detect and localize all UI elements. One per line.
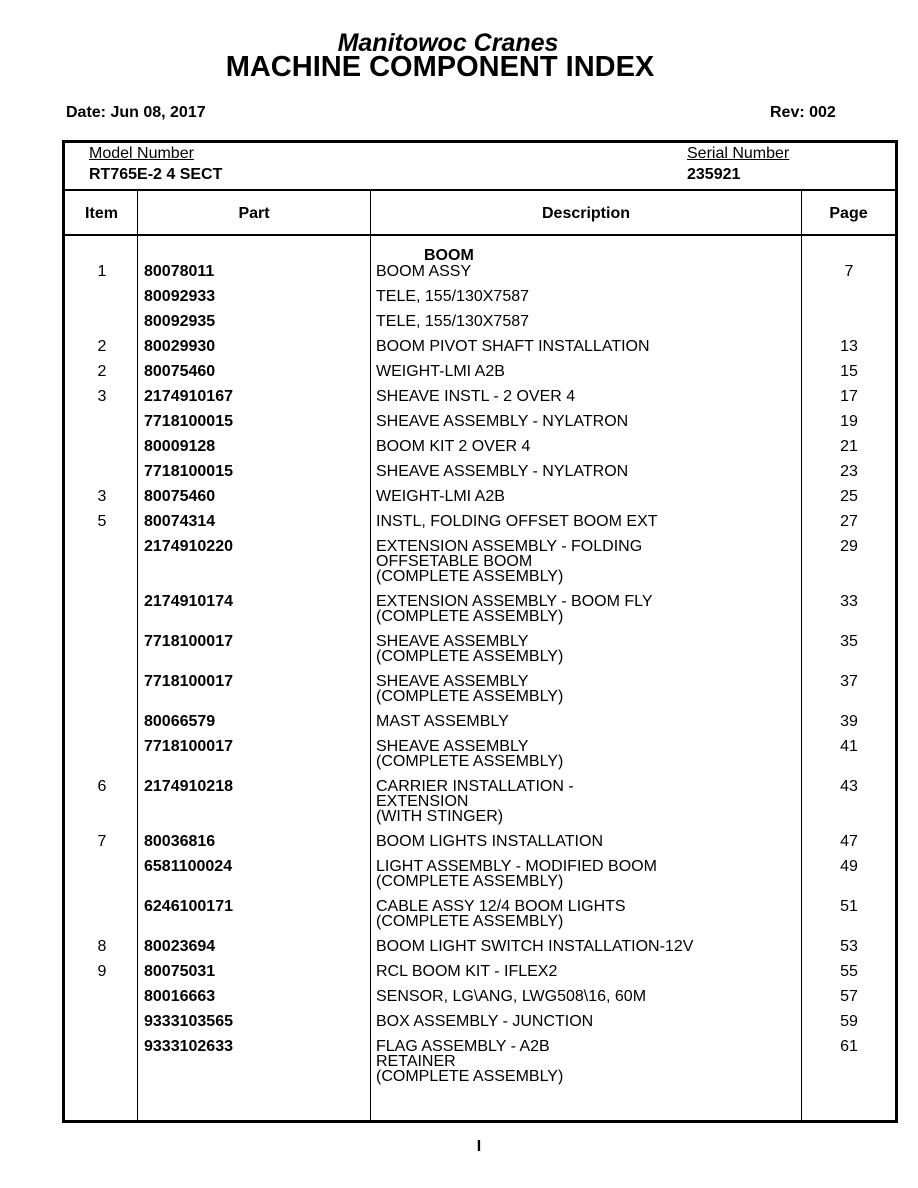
page-cell: 21	[840, 438, 858, 455]
section-heading: BOOM	[424, 247, 474, 264]
item-cell: 9	[97, 963, 107, 980]
model-number-value: RT765E-2 4 SECT	[89, 166, 223, 183]
description-cell: SHEAVE ASSEMBLY - NYLATRON	[376, 413, 629, 430]
part-number-cell: 7718100017	[144, 738, 233, 755]
item-cell: 2	[97, 338, 107, 355]
description-cell: TELE, 155/130X7587	[376, 288, 530, 305]
part-number-cell: 2174910167	[144, 388, 233, 405]
component-table	[62, 140, 898, 1123]
description-cell: EXTENSION ASSEMBLY - BOOM FLY (COMPLETE ASSEMBLY)	[376, 593, 653, 625]
date-label: Date: Jun 08, 2017	[66, 104, 206, 121]
part-number-cell: 2174910174	[144, 593, 233, 610]
part-number-cell: 2174910220	[144, 538, 233, 555]
item-cell: 3	[97, 388, 107, 405]
description-cell: WEIGHT-LMI A2B	[376, 488, 505, 505]
serial-number-value: 235921	[687, 166, 741, 183]
page-cell: 29	[840, 538, 858, 555]
page-cell: 33	[840, 593, 858, 610]
description-cell: EXTENSION ASSEMBLY - FOLDING OFFSETABLE BOOM (COMPLETE ASSEMBLY)	[376, 538, 643, 585]
page-cell: 41	[840, 738, 858, 755]
item-cell: 6	[97, 778, 107, 795]
description-cell: SHEAVE ASSEMBLY - NYLATRON	[376, 463, 629, 480]
description-cell: LIGHT ASSEMBLY - MODIFIED BOOM (COMPLETE ASSEMBLY)	[376, 858, 657, 890]
item-cell: 1	[97, 263, 107, 280]
part-number-cell: 80074314	[144, 513, 216, 530]
company-name: Manitowoc Cranes	[337, 29, 559, 57]
page-cell: 7	[844, 263, 854, 280]
page-cell: 43	[840, 778, 858, 795]
page-cell: 59	[840, 1013, 858, 1030]
page-cell: 17	[840, 388, 858, 405]
part-number-cell: 7718100017	[144, 673, 233, 690]
model-number-label: Model Number	[89, 145, 194, 162]
description-cell: BOOM ASSY	[376, 263, 472, 280]
part-number-cell: 7718100017	[144, 633, 233, 650]
column-header-part: Part	[238, 205, 270, 222]
part-number-cell: 80036816	[144, 833, 216, 850]
document-title: MACHINE COMPONENT INDEX	[225, 51, 655, 83]
part-number-cell: 80075460	[144, 488, 216, 505]
description-cell: SHEAVE ASSEMBLY (COMPLETE ASSEMBLY)	[376, 738, 564, 770]
description-cell: SENSOR, LG\ANG, LWG508\16, 60M	[376, 988, 647, 1005]
part-number-cell: 9333102633	[144, 1038, 233, 1055]
description-cell: FLAG ASSEMBLY - A2B RETAINER (COMPLETE ASSEMBLY)	[376, 1038, 564, 1085]
part-number-cell: 80023694	[144, 938, 216, 955]
header-divider	[65, 189, 895, 191]
column-header-description: Description	[541, 205, 630, 222]
page-cell: 19	[840, 413, 858, 430]
item-cell: 8	[97, 938, 107, 955]
description-cell: RCL BOOM KIT - IFLEX2	[376, 963, 558, 980]
part-number-cell: 6246100171	[144, 898, 233, 915]
part-number-cell: 2174910218	[144, 778, 233, 795]
page-cell: 27	[840, 513, 858, 530]
part-number-cell: 80075460	[144, 363, 216, 380]
description-cell: INSTL, FOLDING OFFSET BOOM EXT	[376, 513, 658, 530]
part-number-cell: 80009128	[144, 438, 216, 455]
item-cell: 7	[97, 833, 107, 850]
part-number-cell: 80066579	[144, 713, 216, 730]
page-cell: 35	[840, 633, 858, 650]
description-cell: BOOM PIVOT SHAFT INSTALLATION	[376, 338, 650, 355]
description-cell: CARRIER INSTALLATION - EXTENSION (WITH STINGER)	[376, 778, 574, 825]
part-number-cell: 9333103565	[144, 1013, 233, 1030]
description-cell: BOOM KIT 2 OVER 4	[376, 438, 531, 455]
item-cell: 5	[97, 513, 107, 530]
page-cell: 53	[840, 938, 858, 955]
part-number-cell: 7718100015	[144, 463, 233, 480]
part-number-cell: 80092935	[144, 313, 216, 330]
item-cell: 3	[97, 488, 107, 505]
description-cell: SHEAVE INSTL - 2 OVER 4	[376, 388, 576, 405]
revision-label: Rev: 002	[770, 104, 836, 121]
part-number-cell: 80092933	[144, 288, 216, 305]
column-header-item: Item	[85, 205, 118, 222]
part-number-cell: 80016663	[144, 988, 216, 1005]
description-cell: SHEAVE ASSEMBLY (COMPLETE ASSEMBLY)	[376, 633, 564, 665]
page-number: I	[476, 1138, 482, 1155]
page-cell: 13	[840, 338, 858, 355]
part-number-cell: 7718100015	[144, 413, 233, 430]
page-cell: 55	[840, 963, 858, 980]
column-divider	[801, 190, 802, 1120]
serial-number-label: Serial Number	[687, 145, 790, 162]
page-cell: 57	[840, 988, 858, 1005]
column-header-divider	[65, 234, 895, 236]
page-cell: 25	[840, 488, 858, 505]
page-cell: 51	[840, 898, 858, 915]
description-cell: SHEAVE ASSEMBLY (COMPLETE ASSEMBLY)	[376, 673, 564, 705]
description-cell: BOOM LIGHT SWITCH INSTALLATION-12V	[376, 938, 694, 955]
item-cell: 2	[97, 363, 107, 380]
page-cell: 49	[840, 858, 858, 875]
page-cell: 23	[840, 463, 858, 480]
part-number-cell: 80029930	[144, 338, 216, 355]
description-cell: BOOM LIGHTS INSTALLATION	[376, 833, 603, 850]
column-header-page: Page	[829, 205, 868, 222]
description-cell: BOX ASSEMBLY - JUNCTION	[376, 1013, 594, 1030]
page-cell: 15	[840, 363, 858, 380]
description-cell: CABLE ASSY 12/4 BOOM LIGHTS (COMPLETE ASSEMBLY)	[376, 898, 626, 930]
page-cell: 61	[840, 1038, 858, 1055]
part-number-cell: 80078011	[144, 263, 215, 280]
part-number-cell: 80075031	[144, 963, 216, 980]
page-cell: 39	[840, 713, 858, 730]
part-number-cell: 6581100024	[144, 858, 233, 875]
description-cell: TELE, 155/130X7587	[376, 313, 530, 330]
column-divider	[370, 190, 371, 1120]
page-cell: 47	[840, 833, 858, 850]
description-cell: WEIGHT-LMI A2B	[376, 363, 505, 380]
page-cell: 37	[840, 673, 858, 690]
column-divider	[137, 190, 138, 1120]
description-cell: MAST ASSEMBLY	[376, 713, 509, 730]
